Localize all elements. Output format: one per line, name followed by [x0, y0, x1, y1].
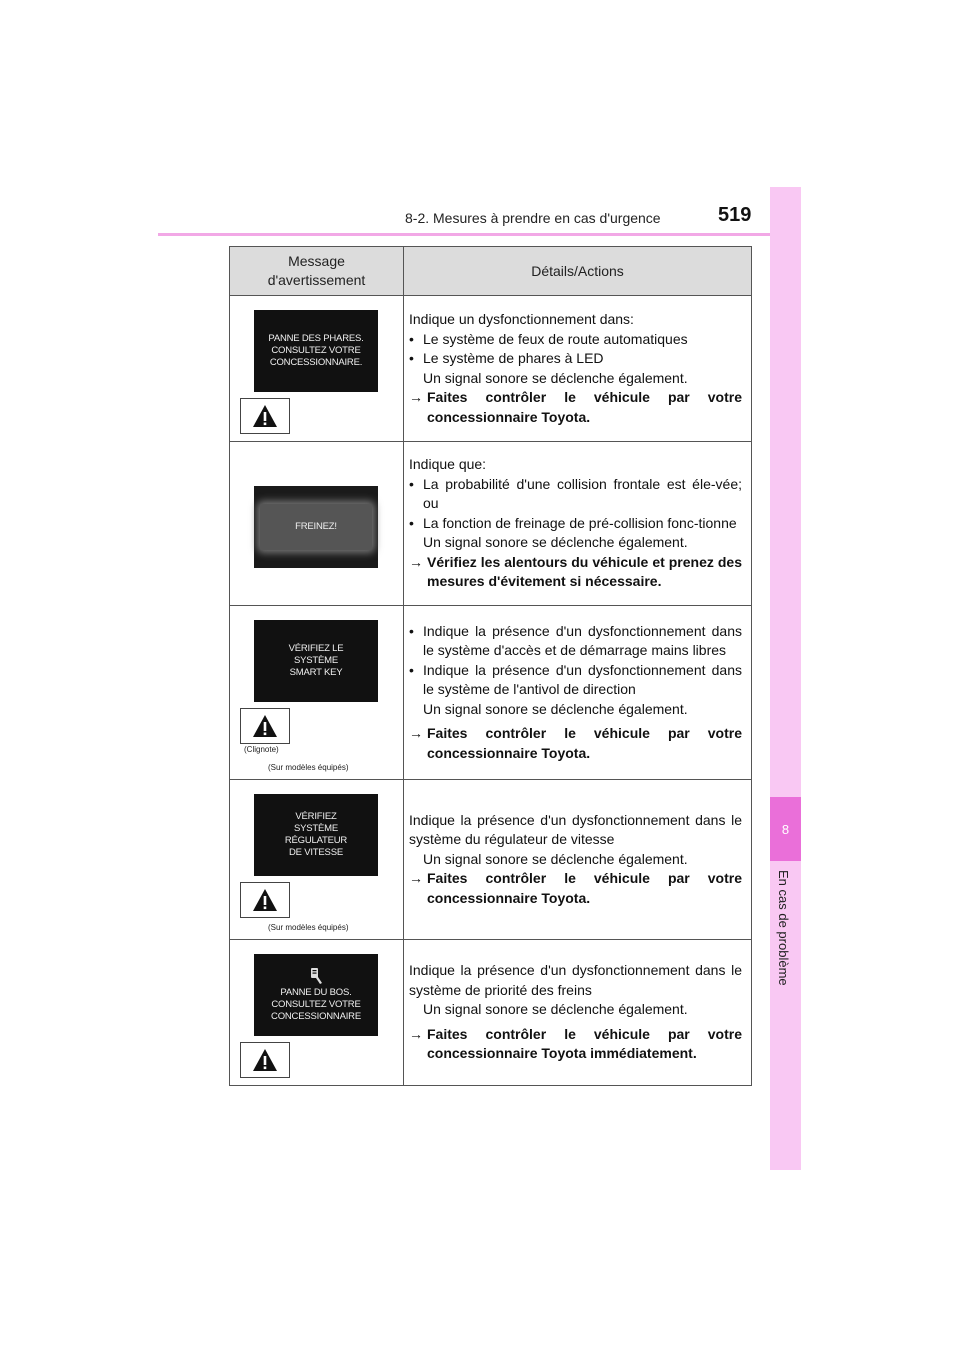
action-text: → Faites contrôler le véhicule par votre concessionnaire Toyota. — [409, 388, 742, 427]
warning-table — [229, 246, 752, 1086]
note-text: Un signal sonore se déclenche également. — [423, 369, 688, 386]
list-item: • Le système de feux de route automatiques — [409, 330, 688, 347]
note-text: Un signal sonore se déclenche également. — [423, 1001, 688, 1018]
display-screen: PANNE DU BOS. CONSULTEZ VOTRE CONCESSIONNAIRE — [254, 954, 378, 1036]
intro-text: Indique un dysfonctionnement dans: — [409, 311, 634, 327]
action-text: → Faites contrôler le véhicule par votre concessionnaire Toyota. — [409, 869, 742, 908]
table-header-row — [230, 247, 752, 296]
table-row — [230, 606, 752, 780]
header-rule — [158, 233, 800, 236]
action-text: → Faites contrôler le véhicule par votre concessionnaire Toyota immédiatement. — [409, 1025, 742, 1064]
warning-triangle-icon — [240, 398, 290, 434]
details-cell — [404, 296, 752, 442]
section-title: 8-2. Mesures à prendre en cas d'urgence — [405, 210, 661, 226]
list-item: • Le système de phares à LED — [409, 350, 604, 366]
display-screen: VÉRIFIEZ SYSTÈME RÉGULATEUR DE VITESSE — [254, 794, 378, 876]
list-item: • La probabilité d'une collision frontale est éle-vée; ou — [409, 475, 742, 512]
action-text: → Faites contrôler le véhicule par votre concessionnaire Toyota. — [409, 724, 742, 763]
models-caption: (Sur modèles équipés) — [268, 923, 349, 932]
page-number: 519 — [718, 204, 752, 226]
table-row — [230, 940, 752, 1086]
list-item: • Indique la présence d'un dysfonctionnement dans le système de l'antivol de direction — [409, 661, 742, 698]
details-cell — [404, 442, 752, 606]
table-row — [230, 442, 752, 606]
warning-triangle-icon — [240, 708, 290, 744]
col-header-message: Message d'avertissement — [230, 247, 404, 296]
message-cell — [230, 780, 404, 940]
arrow-icon: → — [409, 389, 423, 405]
message-cell — [230, 296, 404, 442]
action-text: → Vérifiez les alentours du véhicule et prenez des mesures d'évitement si nécessaire. — [409, 553, 742, 592]
note-text: Un signal sonore se déclenche également. — [423, 850, 688, 867]
details-cell — [404, 606, 752, 780]
arrow-icon: → — [409, 870, 423, 887]
brake-pedal-icon — [308, 967, 324, 985]
arrow-icon: → — [409, 553, 423, 570]
table-row — [230, 780, 752, 940]
display-screen: FREINEZ! — [254, 486, 378, 568]
arrow-icon: → — [409, 1025, 423, 1042]
display-screen: VÉRIFIEZ LE SYSTÈME SMART KEY — [254, 620, 378, 702]
message-cell — [230, 606, 404, 780]
chapter-number: 8 — [770, 797, 801, 861]
details-cell — [404, 940, 752, 1086]
arrow-icon: → — [409, 725, 423, 742]
message-cell — [230, 442, 404, 606]
warning-triangle-icon — [240, 1042, 290, 1078]
blink-caption: (Clignote) — [244, 745, 279, 754]
chapter-label: En cas de problème — [776, 870, 791, 986]
col-header-details: Détails/Actions — [404, 247, 752, 296]
list-item: • La fonction de freinage de pré-collision fonc-tionne — [409, 514, 737, 531]
list-item: • Indique la présence d'un dysfonctionnement dans le système d'accès et de démarrage mains libres — [409, 622, 742, 659]
message-cell — [230, 940, 404, 1086]
note-text: Un signal sonore se déclenche également. — [423, 700, 688, 717]
table-row — [230, 296, 752, 442]
details-cell — [404, 780, 752, 940]
intro-text: Indique que: — [409, 456, 487, 473]
intro-text: Indique la présence d'un dysfonctionnement dans le système de priorité des freins — [409, 962, 742, 998]
models-caption: (Sur modèles équipés) — [268, 763, 349, 772]
note-text: Un signal sonore se déclenche également. — [423, 534, 688, 551]
side-tab — [770, 187, 801, 1170]
warning-triangle-icon — [240, 882, 290, 918]
display-screen: PANNE DES PHARES. CONSULTEZ VOTRE CONCESSIONNAIRE. — [254, 310, 378, 392]
intro-text: Indique la présence d'un dysfonctionnement dans le système du régulateur de vitesse — [409, 811, 742, 848]
